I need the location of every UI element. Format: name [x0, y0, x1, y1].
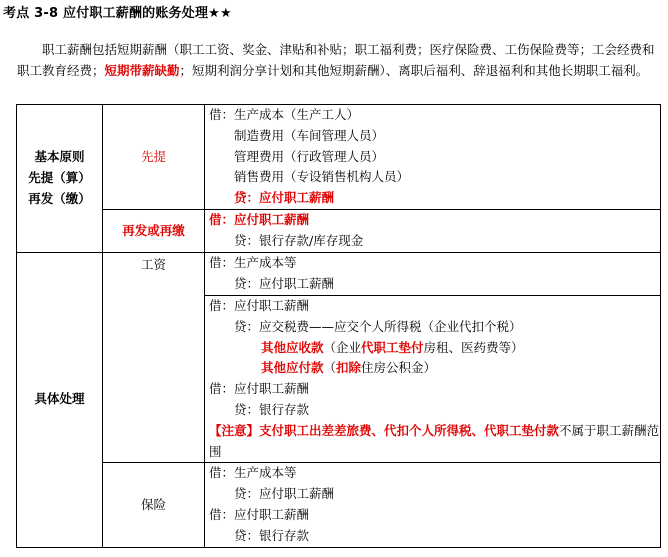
- entry-line: 销售费用（专设销售机构人员）: [234, 169, 410, 185]
- page-title: 考点 3-8 应付职工薪酬的账务处理★★: [3, 6, 232, 21]
- entry-line: 管理费用（行政管理人员）: [234, 148, 385, 164]
- table-row: [17, 105, 661, 210]
- entry-line: 贷：应付职工薪酬: [234, 190, 335, 206]
- intro-highlight: 短期带薪缺勤: [104, 62, 180, 78]
- category-basic: [17, 105, 103, 253]
- table-row: [17, 253, 661, 296]
- intro-paragraph: [17, 40, 662, 81]
- entry-line: 贷：银行存款: [234, 401, 310, 417]
- table-row: [17, 210, 661, 253]
- entry-line: 借：应付职工薪酬: [209, 298, 310, 313]
- entry-wage-pay: [205, 296, 661, 463]
- entry-line: 借：应付职工薪酬: [209, 212, 310, 228]
- entry-accrue: [205, 105, 661, 210]
- entry-insurance: [205, 463, 661, 547]
- sub-insurance: 保险: [103, 463, 205, 547]
- intro-text-2: ；短期利润分享计划和其他短期薪酬）、离职后福利、辞退福利和其他长期职工福利。: [179, 62, 649, 78]
- entry-line: 贷：应付职工薪酬: [234, 486, 335, 502]
- accounting-table: [16, 104, 661, 548]
- entry-pay: [205, 210, 661, 253]
- entry-line: 借：应付职工薪酬: [209, 381, 310, 397]
- entry-line: 借：生产成本（生产工人）: [209, 107, 360, 122]
- entry-line: 借：生产成本等: [209, 465, 297, 481]
- category-label: 基本原则: [34, 149, 85, 165]
- sub-pay: 再发或再缴: [103, 210, 205, 253]
- entry-line: 贷：应交税费——应交个人所得税（企业代扣个税）: [234, 318, 522, 334]
- entry-line: 制造费用（车间管理人员）: [234, 127, 385, 143]
- intro-text-1: 职工薪酬包括短期薪酬（职工工资、奖金、津贴和补贴；职工福利费；医疗保险费、工伤保险费等；工会经费和职工教育经费；: [17, 42, 655, 78]
- entry-line: 贷：银行存款/库存现金: [234, 233, 364, 248]
- category-label: 先提（算）: [28, 170, 91, 186]
- note-line: 【注意】支付职工出差差旅费、代扣个人所得税、代职工垫付款不属于职工薪酬范围: [209, 422, 660, 459]
- entry-line: 其他应收款（企业代职工垫付房租、医药费等）: [261, 339, 524, 355]
- category-specific: 具体处理: [17, 253, 103, 548]
- entry-line: 其他应付款（扣除住房公积金）: [261, 360, 437, 376]
- sub-wage: 工资: [103, 253, 205, 463]
- entry-line: 贷：银行存款: [234, 527, 310, 543]
- table-row: [17, 463, 661, 547]
- category-label: 再发（缴）: [28, 190, 91, 206]
- entry-wage-accrue: [205, 253, 661, 296]
- entry-line: 借：应付职工薪酬: [209, 506, 310, 522]
- entry-line: 贷：应付职工薪酬: [234, 276, 335, 291]
- sub-accrue: 先提: [103, 105, 205, 210]
- entry-line: 借：生产成本等: [209, 255, 297, 271]
